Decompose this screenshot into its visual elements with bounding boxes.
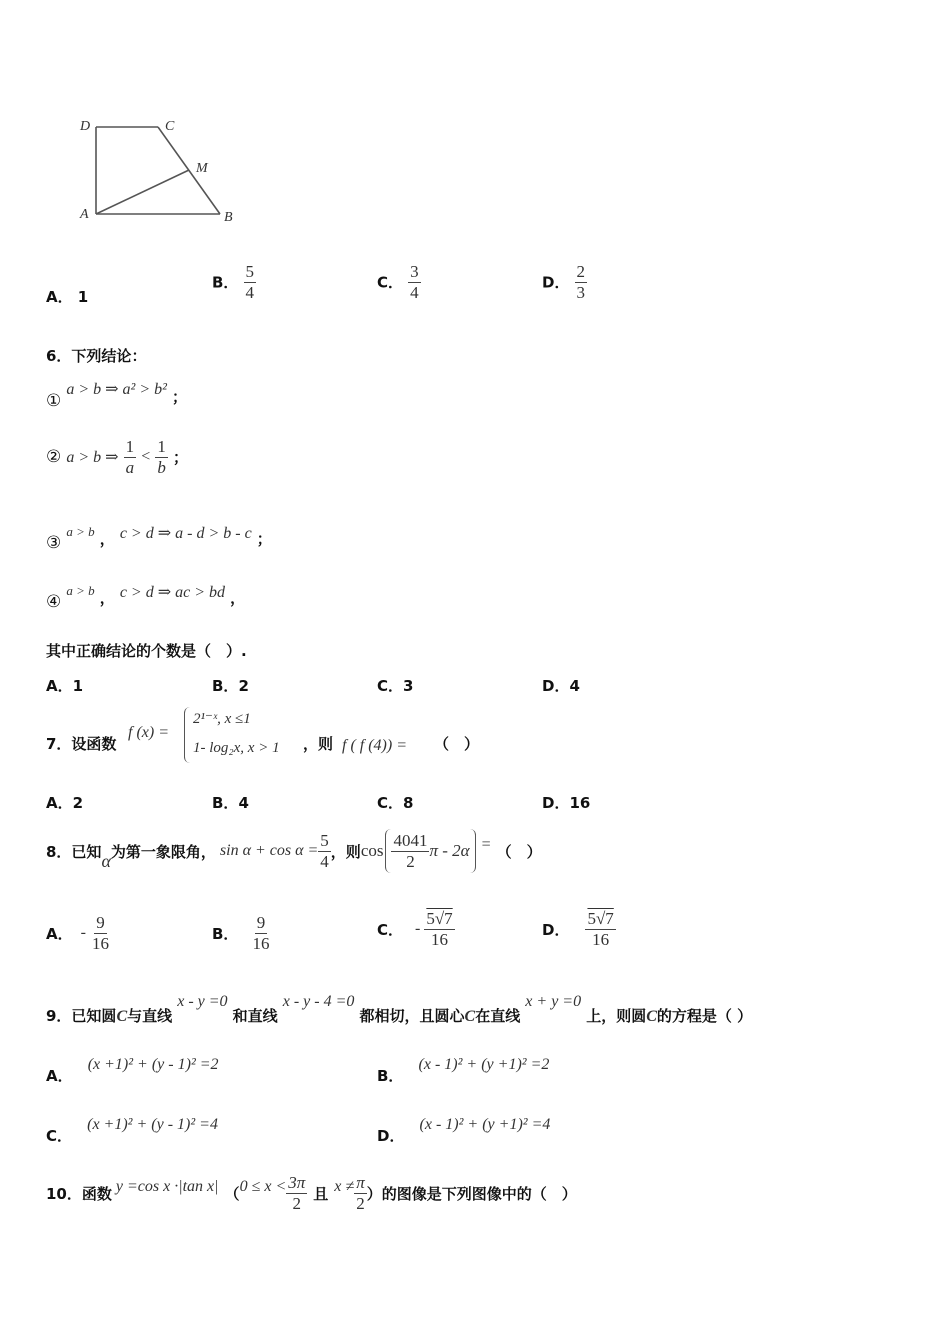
q7-function-name: f (x) = [128, 724, 169, 741]
fraction-3pi-2: $\frac{3\pi}{2}$ [288, 1172, 306, 1213]
label-a: A [80, 207, 89, 222]
option-fraction: $\frac{5}{4}$ [245, 262, 255, 302]
fraction-1-over-b: $\frac{1}{b}$ [157, 437, 166, 477]
q7-option-d[interactable]: D．16 [542, 794, 591, 812]
q8-option-c[interactable]: C． - $\frac{5√7}{16}$ [377, 909, 453, 949]
fraction-1-over-a: $\frac{1}{a}$ [125, 437, 135, 477]
range-expression: 0 ≤ x < [239, 1178, 287, 1195]
fraction-4041-2: $\frac{4041}{2}$ [393, 830, 428, 871]
q7-case-2: 1- log₂x, x > 1 [193, 740, 280, 756]
q5-option-c[interactable] [377, 262, 421, 302]
q9-option-b[interactable]: B． (x - 1)² + (y +1)² =2 [377, 1056, 550, 1085]
q6-item-4: ④ a > b ， c > d ⇒ ac > bd ， [46, 583, 246, 612]
q7-composite: f ( f (4)) = [342, 737, 407, 754]
q6-item-2: ② a > b ⇒ $\frac{1}{a}$ < $\frac{1}{b}$ ； [46, 437, 188, 477]
segment-am [96, 170, 189, 214]
q9-option-a[interactable]: A． (x +1)² + (y - 1)² =2 [46, 1056, 219, 1085]
q5-option-b[interactable] [212, 262, 256, 302]
q9-stem: 9．已知圆C与直线 x - y =0 和直线 x - y - 4 =0 都相切，且圆心C在直线 x + y =0 上，则圆C的方程是（ ） [46, 993, 753, 1025]
q6-option-d[interactable]: D．4 [542, 677, 580, 695]
q7-then: ，则 [303, 735, 334, 753]
label-d: D [80, 119, 91, 134]
item-marker: ③ [46, 533, 62, 553]
q7-paren: （ ） [434, 735, 480, 753]
q8-option-b[interactable]: B． $\frac{9}{16}$ [212, 913, 270, 953]
item-expression: a > b ⇒ a² > b² [66, 381, 167, 398]
q7-stem: 7．设函数 [46, 735, 117, 753]
item-marker: ② [46, 447, 62, 468]
item-expression: c > d ⇒ ac > bd [119, 584, 226, 601]
option-letter: D． [542, 273, 570, 292]
q7-option-b[interactable]: B．4 [212, 794, 249, 812]
option-fraction: $\frac{2}{3}$ [576, 262, 586, 302]
q8-option-d[interactable]: D． $\frac{5√7}{16}$ [542, 909, 614, 949]
q7-piecewise-brace [184, 707, 191, 763]
q6-question: 其中正确结论的个数是（ ）. [46, 642, 247, 660]
option-letter: C． [377, 273, 404, 292]
q6-item-1: ① a > b ⇒ a² > b² ； [46, 381, 188, 411]
q7-option-a[interactable]: A．2 [46, 794, 84, 812]
alpha-symbol: α [101, 850, 111, 871]
fraction-pi-2: $\frac{\pi}{2}$ [356, 1172, 365, 1213]
item-marker: ① [46, 391, 62, 411]
q6-option-a[interactable]: A．1 [46, 677, 84, 695]
q6-item-3: ③ a > b ， c > d ⇒ a - d > b - c ； [46, 524, 272, 553]
q8-stem: 8．已知 α 为第一象限角， sin α + cos α = $\frac{5}{4}$ ，则 cos $\frac{4041}{2}$ π - 2α = （ ） [46, 826, 542, 876]
q5-option-d[interactable] [542, 262, 587, 302]
q5-option-a[interactable] [46, 286, 88, 307]
line-3-equation: x + y =0 [525, 993, 582, 1010]
q8-option-a[interactable]: A． - $\frac{9}{16}$ [46, 913, 109, 953]
right-paren [470, 829, 476, 873]
q6-stem: 6．下列结论： [46, 347, 147, 365]
item-expression: a > b ⇒ [66, 449, 119, 467]
label-c: C [165, 119, 175, 134]
item-marker: ④ [46, 592, 62, 612]
option-letter: A． [46, 288, 73, 306]
fraction-5-4: $\frac{5}{4}$ [320, 830, 329, 871]
q10-stem: 10．函数 y =cos x ·|tan x| （ 0 ≤ x < $\frac{3\pi}{2}$ 且 x ≠ $\frac{\pi}{2}$ ）的图像是下列图像中的（ ） [46, 1172, 577, 1213]
option-fraction: $\frac{3}{4}$ [410, 262, 419, 302]
trapezoid-figure [70, 110, 250, 235]
function-expression: y =cos x ·|tan x| [115, 1178, 219, 1195]
line-2-equation: x - y - 4 =0 [282, 993, 355, 1010]
label-m: M [196, 161, 208, 176]
option-letter: B． [212, 273, 239, 292]
line-1-equation: x - y =0 [177, 993, 228, 1010]
label-b: B [224, 210, 233, 225]
condition-expression: sin α + cos α = [219, 842, 319, 859]
q7-option-c[interactable]: C．8 [377, 794, 414, 812]
q6-option-b[interactable]: B．2 [212, 677, 249, 695]
option-value: 1 [77, 288, 89, 306]
q7-case-1: 2¹⁻ˣ, x ≤1 [193, 711, 251, 727]
q9-option-c[interactable]: C． (x +1)² + (y - 1)² =4 [46, 1116, 218, 1145]
item-expression: c > d ⇒ a - d > b - c [119, 525, 252, 542]
q9-option-d[interactable]: D． (x - 1)² + (y +1)² =4 [377, 1116, 551, 1145]
q6-option-c[interactable]: C．3 [377, 677, 414, 695]
